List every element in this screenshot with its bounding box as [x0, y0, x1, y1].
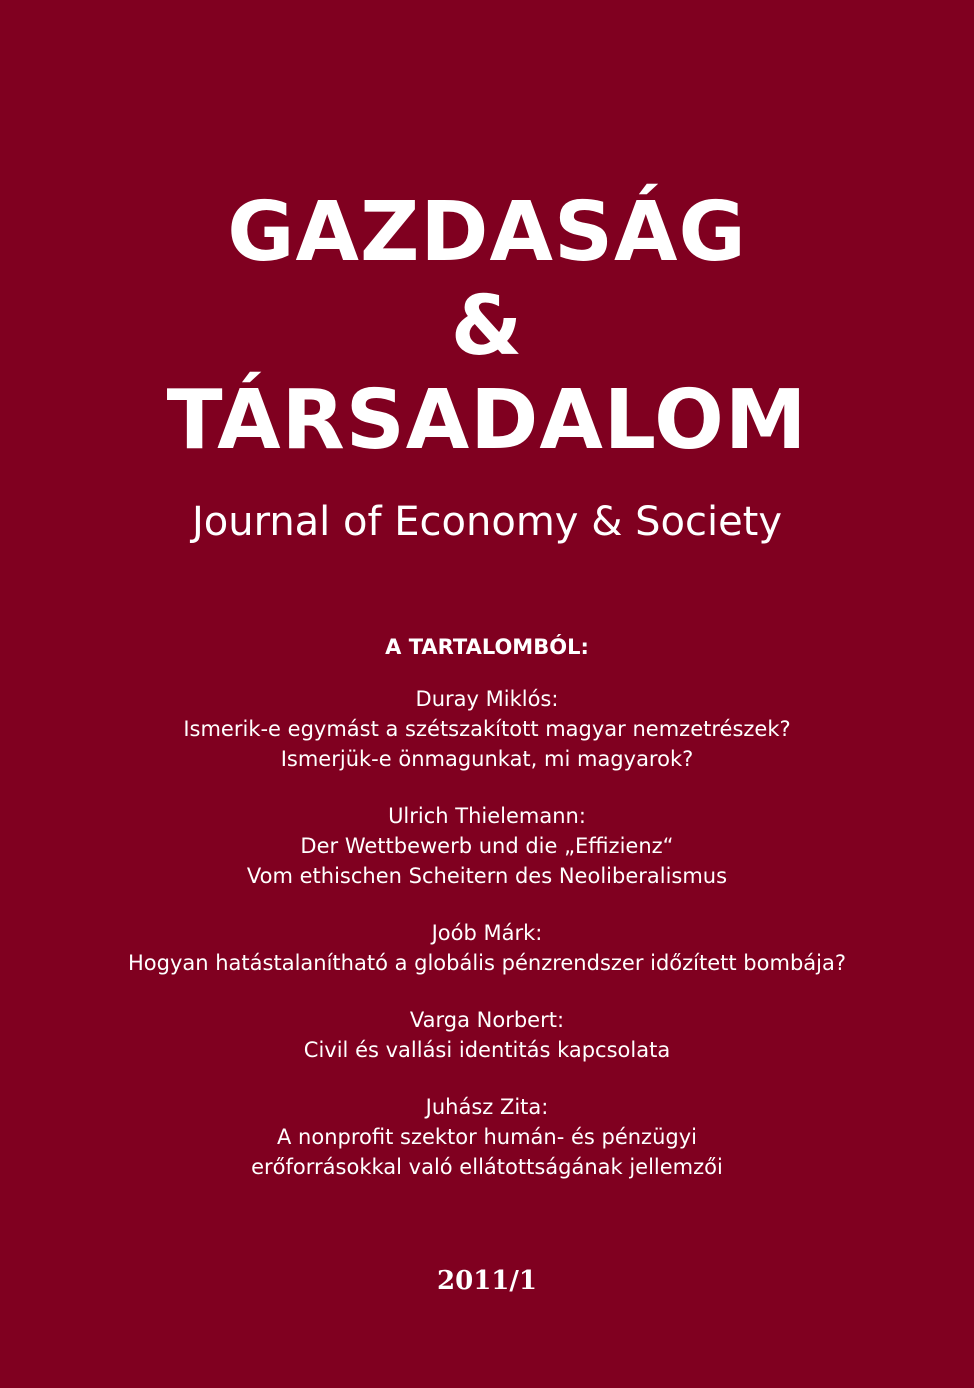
title-line-tarsadalom: TÁRSADALOM [166, 373, 808, 468]
article-title-line: Der Wettbewerb und die „Effizienz“ [300, 834, 674, 858]
article-title-line: Vom ethischen Scheitern des Neoliberalismus [246, 864, 728, 888]
issue-number: 2011/1 [437, 1266, 537, 1296]
title-line-gazdasag: GAZDASÁG [227, 185, 747, 280]
contents-section [0, 632, 974, 1209]
article-author: Duray Miklós: [415, 687, 559, 711]
article-joob [0, 918, 974, 978]
article-juhasz [0, 1092, 974, 1182]
journal-subtitle: Journal of Economy & Society [191, 499, 783, 545]
article-title-line: Ismerjük-e önmagunkat, mi magyarok? [280, 747, 694, 771]
article-title-line: Hogyan hatástalanítható a globális pénzrendszer időzített bombája? [128, 951, 846, 975]
article-author: Juhász Zita: [425, 1095, 549, 1119]
article-title-line: Civil és vallási identitás kapcsolata [303, 1038, 671, 1062]
article-duray [0, 684, 974, 774]
article-author: Ulrich Thielemann: [388, 804, 586, 828]
article-title-line: erőforrásokkal való ellátottságának jellemzői [251, 1155, 723, 1179]
contents-heading: A TARTALOMBÓL: [385, 635, 589, 659]
article-title-line: Ismerik-e egymást a szétszakított magyar nemzetrészek? [183, 717, 791, 741]
article-varga [0, 1005, 974, 1065]
article-thielemann [0, 801, 974, 891]
article-author: Joób Márk: [431, 921, 543, 945]
journal-title [0, 186, 974, 468]
title-line-ampersand: & [450, 279, 524, 374]
article-author: Varga Norbert: [409, 1008, 565, 1032]
article-title-line: A nonprofit szektor humán- és pénzügyi [277, 1125, 697, 1149]
